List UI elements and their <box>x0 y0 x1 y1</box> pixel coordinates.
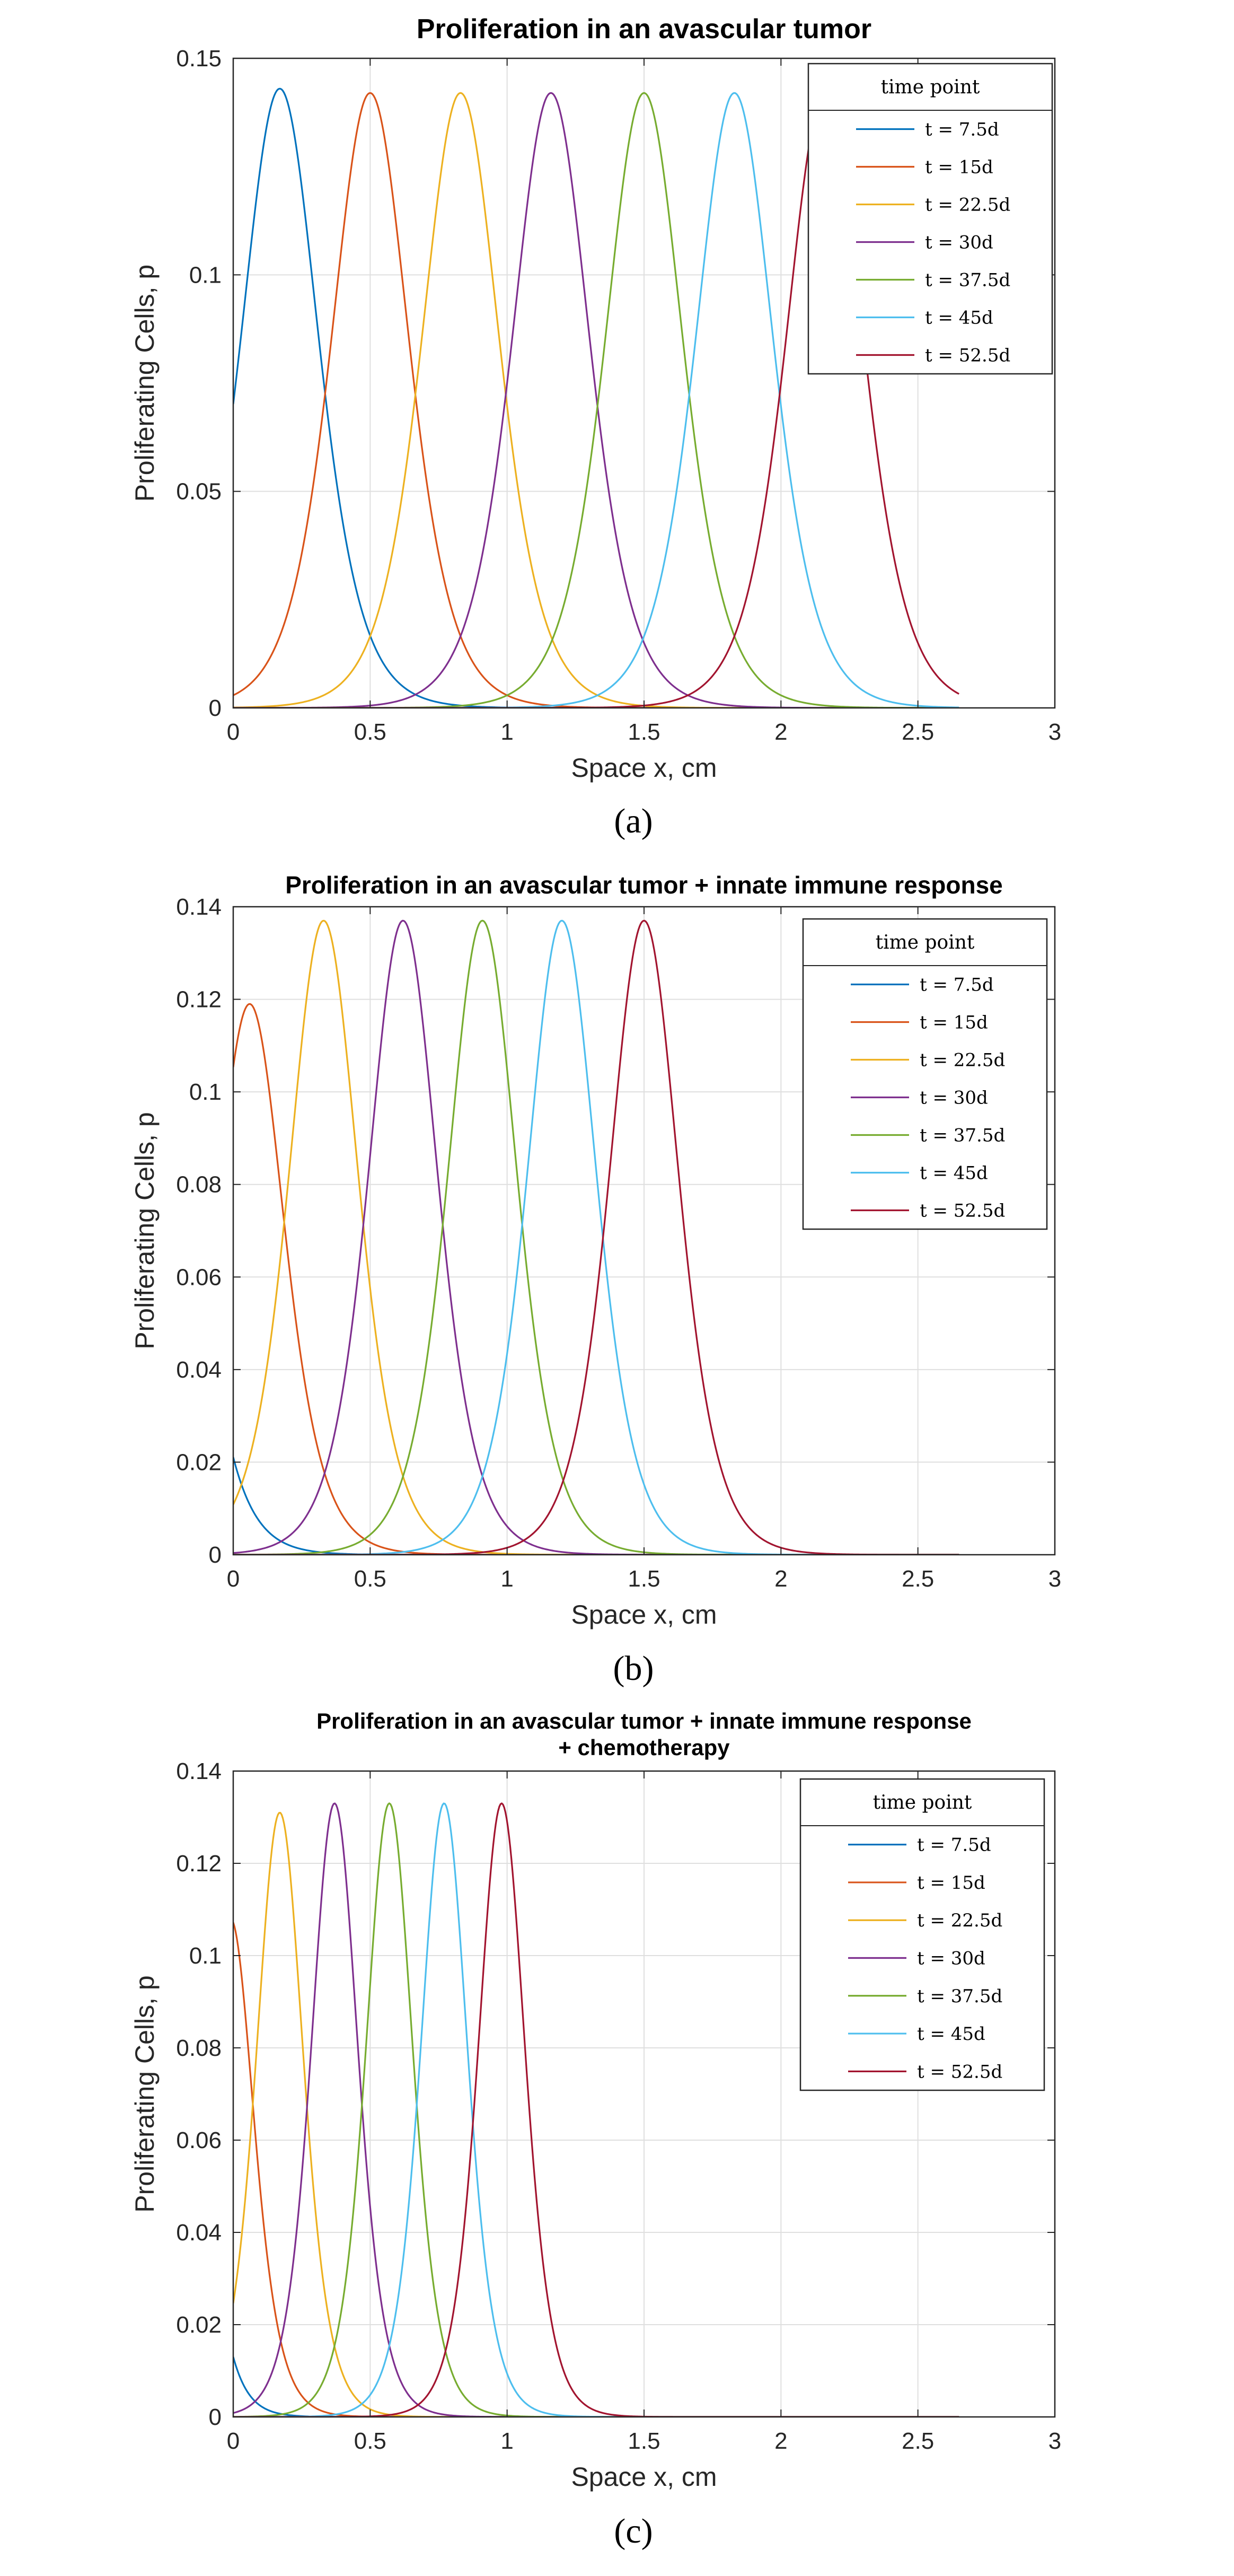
x-tick-label: 2 <box>774 719 788 745</box>
legend-entry: t = 52.5d <box>917 2061 1003 2083</box>
y-tick-label: 0.1 <box>189 262 222 288</box>
legend-entry: t = 7.5d <box>917 1834 991 1856</box>
x-tick-label: 2 <box>774 2428 788 2454</box>
y-tick-label: 0.14 <box>176 894 222 920</box>
y-tick-label: 0.04 <box>176 2220 222 2246</box>
y-tick-label: 0.12 <box>176 986 222 1013</box>
y-tick-label: 0.06 <box>176 1264 222 1291</box>
legend <box>800 1779 1044 2090</box>
x-tick-label: 2.5 <box>902 1566 935 1592</box>
chart-title-line: Proliferation in an avascular tumor + innate immune response <box>316 1708 972 1733</box>
y-tick-label: 0.1 <box>189 1079 222 1106</box>
y-tick-label: 0.05 <box>176 478 222 505</box>
x-axis-label: Space x, cm <box>571 1600 717 1629</box>
y-tick-label: 0.08 <box>176 1171 222 1198</box>
legend-entry: t = 30d <box>925 232 993 253</box>
chart-title-line: + chemotherapy <box>558 1735 730 1760</box>
x-tick-label: 1 <box>500 719 514 745</box>
legend-entry: t = 52.5d <box>925 345 1011 366</box>
legend-entry: t = 37.5d <box>917 1985 1003 2007</box>
panel-label: (a) <box>614 802 653 840</box>
legend-title: time point <box>875 932 975 953</box>
legend-title: time point <box>880 76 980 98</box>
x-axis-label: Space x, cm <box>571 2462 717 2492</box>
legend-entry: t = 45d <box>917 2023 985 2045</box>
x-tick-label: 1 <box>500 2428 514 2454</box>
panel-label: (c) <box>614 2512 653 2551</box>
legend-entry: t = 30d <box>920 1087 988 1109</box>
y-tick-label: 0.02 <box>176 1449 222 1476</box>
y-axis-label: Proliferating Cells, p <box>130 1975 160 2213</box>
y-tick-label: 0.04 <box>176 1356 222 1383</box>
x-tick-label: 0.5 <box>354 2428 386 2454</box>
legend-title: time point <box>872 1792 972 1813</box>
chart-a <box>130 14 1061 840</box>
legend-entry: t = 30d <box>917 1948 985 1969</box>
y-tick-label: 0.06 <box>176 2127 222 2153</box>
legend-entry: t = 7.5d <box>920 974 994 996</box>
y-axis-label: Proliferating Cells, p <box>130 264 160 502</box>
y-tick-label: 0.02 <box>176 2312 222 2338</box>
y-tick-label: 0 <box>208 1542 222 1568</box>
x-tick-label: 0 <box>226 719 240 745</box>
y-tick-label: 0 <box>208 695 222 721</box>
y-tick-label: 0 <box>208 2404 222 2430</box>
legend-entry: t = 15d <box>920 1012 988 1033</box>
legend-entry: t = 45d <box>925 307 993 329</box>
x-tick-label: 2.5 <box>902 2428 935 2454</box>
panel-label: (b) <box>613 1649 654 1688</box>
legend-entry: t = 15d <box>917 1872 985 1894</box>
chart-title-line: Proliferation in an avascular tumor + innate immune response <box>285 871 1003 899</box>
x-axis-label: Space x, cm <box>571 753 717 783</box>
legend-entry: t = 15d <box>925 156 993 178</box>
x-tick-label: 0.5 <box>354 1566 386 1592</box>
legend-entry: t = 22.5d <box>917 1910 1003 1932</box>
chart-title-line: Proliferation in an avascular tumor <box>416 14 872 45</box>
y-tick-label: 0.14 <box>176 1758 222 1784</box>
y-tick-label: 0.12 <box>176 1851 222 1877</box>
legend-entry: t = 37.5d <box>925 269 1011 291</box>
y-tick-label: 0.08 <box>176 2035 222 2061</box>
legend <box>808 64 1052 374</box>
x-tick-label: 2 <box>774 1566 788 1592</box>
x-tick-label: 1.5 <box>628 1566 660 1592</box>
x-tick-label: 0.5 <box>354 719 386 745</box>
x-tick-label: 0 <box>226 2428 240 2454</box>
x-tick-label: 1.5 <box>628 2428 660 2454</box>
legend-entry: t = 45d <box>920 1162 988 1184</box>
legend <box>803 919 1047 1229</box>
y-tick-label: 0.15 <box>176 46 222 72</box>
legend-entry: t = 22.5d <box>920 1049 1006 1071</box>
legend-entry: t = 52.5d <box>920 1200 1006 1222</box>
legend-entry: t = 22.5d <box>925 194 1011 216</box>
chart-b <box>130 871 1061 1688</box>
x-tick-label: 2.5 <box>902 719 935 745</box>
x-tick-label: 3 <box>1048 1566 1062 1592</box>
legend-entry: t = 7.5d <box>925 119 999 141</box>
x-tick-label: 1 <box>500 1566 514 1592</box>
x-tick-label: 3 <box>1048 719 1062 745</box>
y-tick-label: 0.1 <box>189 1943 222 1969</box>
chart-c <box>130 1708 1061 2551</box>
x-tick-label: 1.5 <box>628 719 660 745</box>
x-tick-label: 3 <box>1048 2428 1062 2454</box>
y-axis-label: Proliferating Cells, p <box>130 1112 160 1350</box>
legend-entry: t = 37.5d <box>920 1125 1006 1146</box>
x-tick-label: 0 <box>226 1566 240 1592</box>
